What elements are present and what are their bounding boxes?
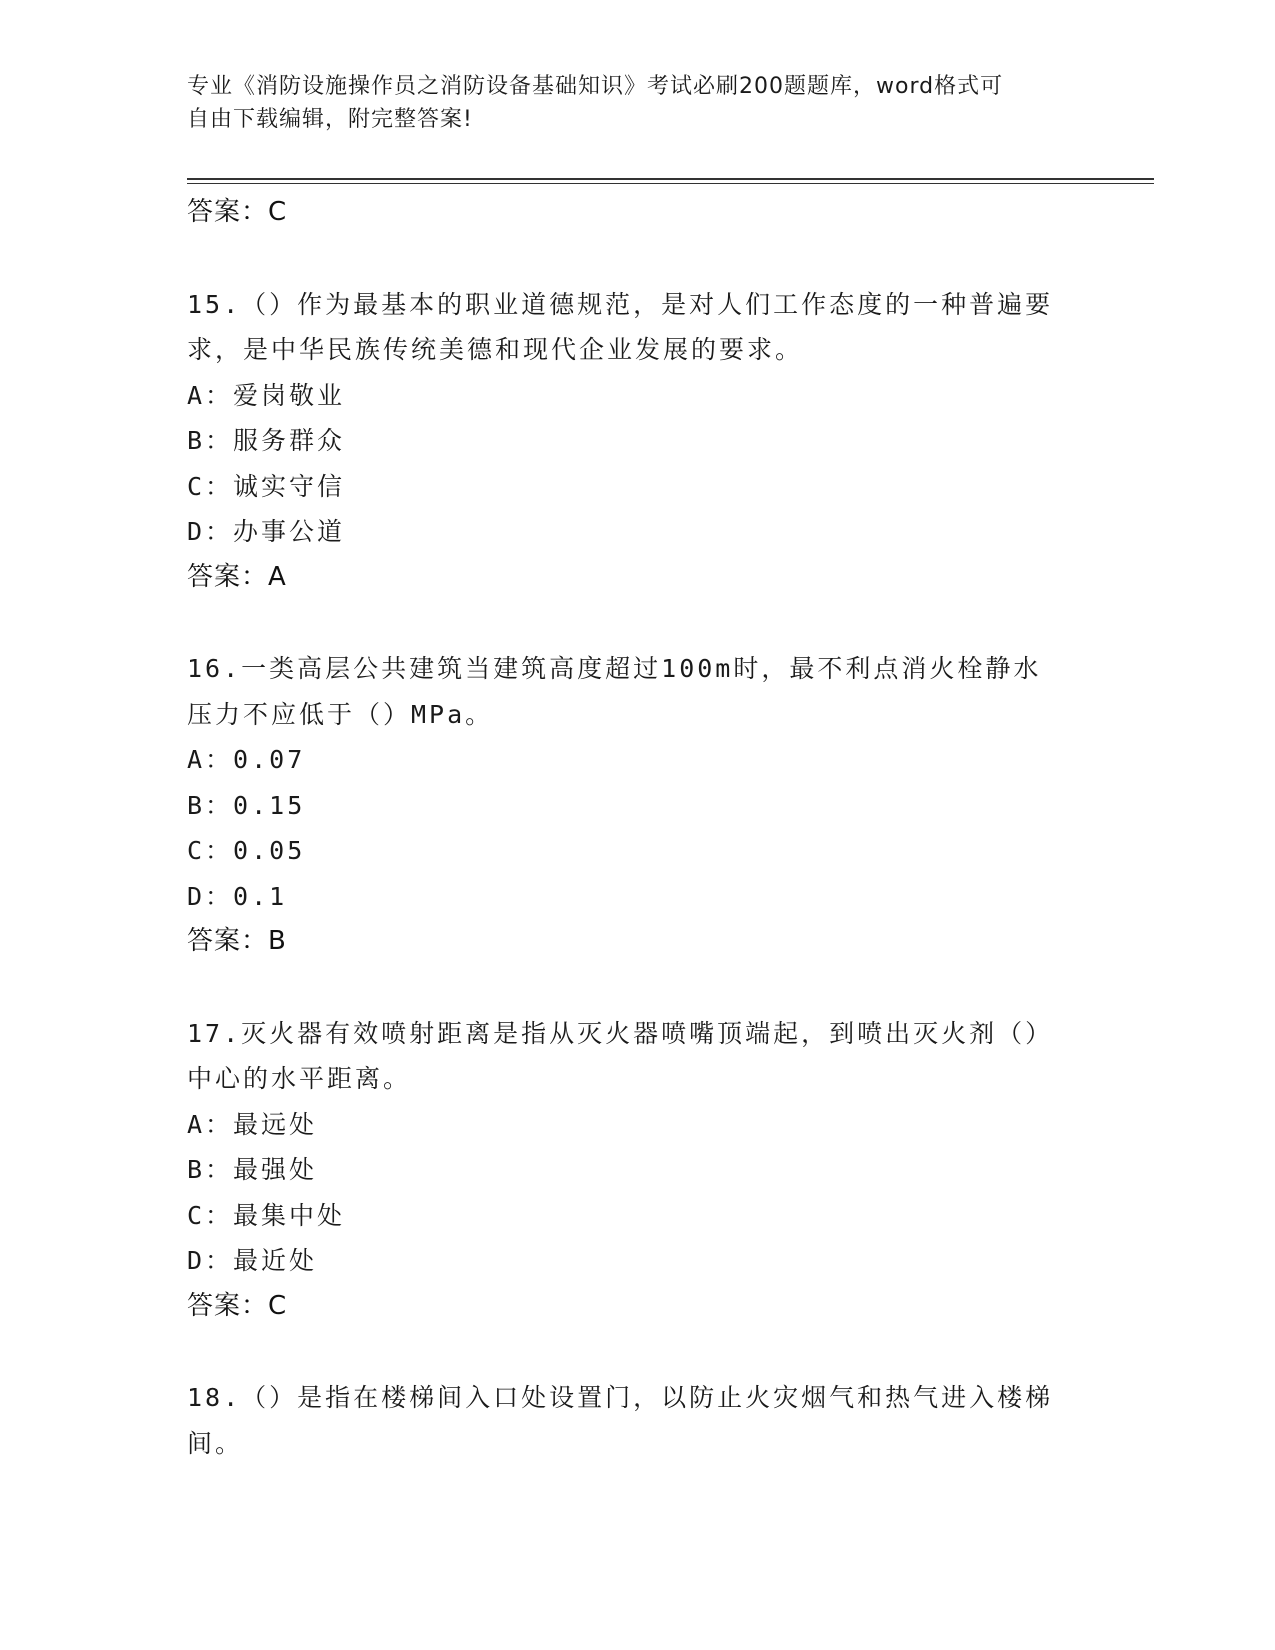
question-17 [187,1011,1087,1330]
document-header [187,70,1087,136]
option-a: A：0.07 [187,745,306,774]
option-b: B：0.15 [187,790,306,820]
question-stem-line: 16.一类高层公共建筑当建筑高度超过100m时，最不利点消火栓静水 [187,654,1042,683]
option-c: C：最集中处 [187,1200,346,1230]
answer-line: 答案：A [187,561,287,592]
question-stem-line: 间。 [187,1428,244,1458]
question-stem-line: 中心的水平距离。 [187,1064,412,1093]
spacer [187,600,1087,646]
question-stem-line: 压力不应低于（）MPa。 [187,699,494,729]
option-c: C：0.05 [187,836,306,865]
question-stem-line: 18.（）是指在楼梯间入口处设置门，以防止火灾烟气和热气进入楼梯 [187,1383,1054,1412]
spacer [187,965,1087,1011]
option-a: A：爱岗敬业 [187,380,346,410]
header-divider-thick [187,178,1154,180]
option-a: A：最远处 [187,1109,318,1139]
header-line-2: 自由下载编辑，附完整答案! [187,107,473,132]
question-stem-line: 15.（）作为最基本的职业道德规范，是对人们工作态度的一种普遍要 [187,289,1054,319]
question-15 [187,282,1087,601]
option-d: D：0.1 [187,881,288,911]
header-divider-thin [187,183,1154,184]
document-body [187,190,1087,1466]
option-b: B：服务群众 [187,426,346,455]
option-b: B：最强处 [187,1155,318,1184]
option-d: D：最近处 [187,1246,318,1275]
option-d: D：办事公道 [187,517,346,546]
question-16 [187,646,1087,965]
question-stem-line: 求，是中华民族传统美德和现代企业发展的要求。 [187,335,804,364]
question-18 [187,1375,1087,1466]
question-stem-line: 17.灭火器有效喷射距离是指从灭火器喷嘴顶端起，到喷出灭火剂（） [187,1018,1054,1048]
spacer [187,1329,1087,1375]
header-line-1: 专业《消防设施操作员之消防设备基础知识》考试必刷200题题库，word格式可 [187,74,1004,99]
option-c: C：诚实守信 [187,471,346,501]
answer-line: 答案：B [187,926,287,956]
answer-line: 答案：C [187,1290,288,1321]
spacer [187,236,1087,282]
previous-answer: 答案：C [187,197,288,227]
